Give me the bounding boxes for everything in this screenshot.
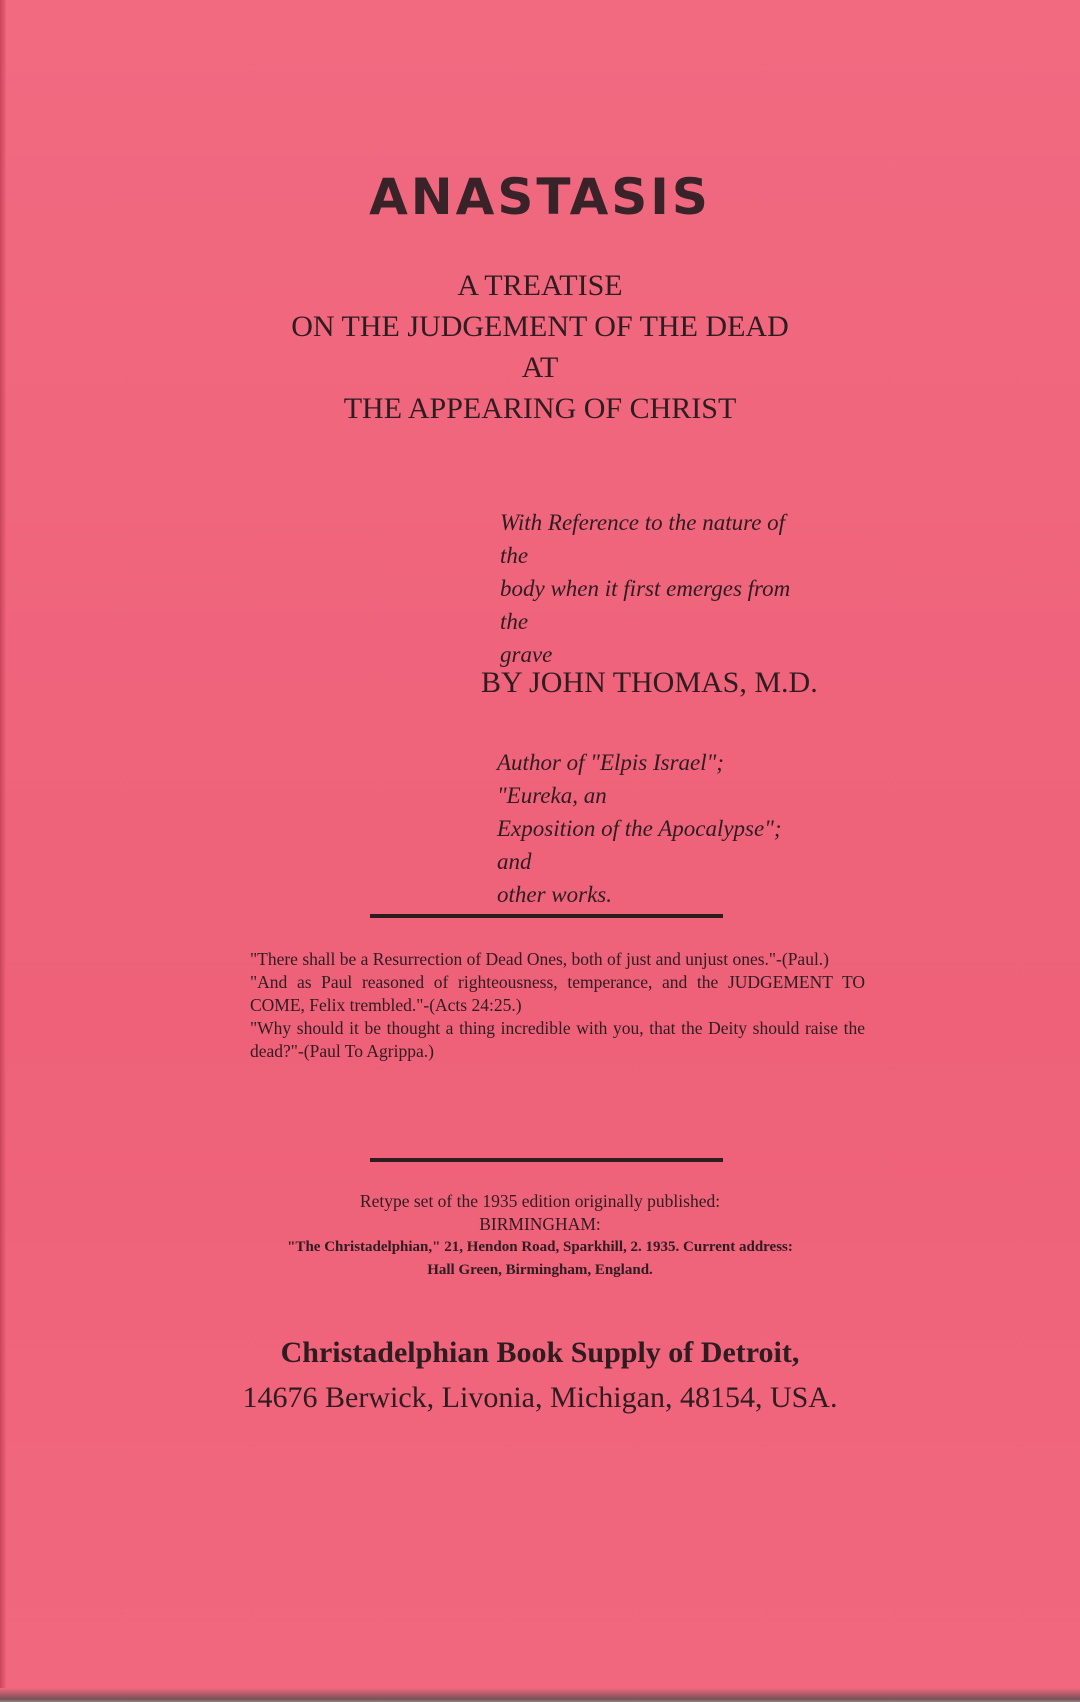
divider-rule <box>370 1158 723 1162</box>
edition-line: Hall Green, Birmingham, England. <box>427 1262 653 1278</box>
subtitle-line: AT <box>521 351 559 384</box>
publisher-block <box>0 1330 1080 1420</box>
reference-line: grave <box>500 642 553 667</box>
book-subtitle <box>0 265 1080 429</box>
reference-note <box>500 506 800 671</box>
author-name: BY JOHN THOMAS, M.D. <box>481 666 818 699</box>
subtitle-line: A TREATISE <box>457 269 623 302</box>
edition-note <box>0 1190 1080 1282</box>
reference-line: body when it first emerges from the <box>500 576 791 634</box>
author-works-line: Exposition of the Apocalypse"; and <box>497 816 782 874</box>
reference-line: With Reference to the nature of the <box>500 510 786 568</box>
author-works-line: Author of "Elpis Israel"; "Eureka, an <box>497 750 724 808</box>
subtitle-line: ON THE JUDGEMENT OF THE DEAD <box>291 310 789 343</box>
edition-line: Retype set of the 1935 edition originally published: <box>359 1191 721 1211</box>
publisher-address: 14676 Berwick, Livonia, Michigan, 48154, USA. <box>242 1381 838 1414</box>
book-title: ANASTASIS <box>369 168 711 226</box>
author-works-line: other works. <box>497 882 612 907</box>
epigraph-quotes <box>250 948 865 1063</box>
quote: "There shall be a Resurrection of Dead Ones, both of just and unjust ones."-(Paul.) <box>250 949 830 969</box>
author-works <box>497 746 787 911</box>
spine-edge <box>0 0 6 1702</box>
quote: "And as Paul reasoned of righteousness, temperance, and the JUDGEMENT TO COME, Felix trembled."-(Acts 24:25.) <box>250 972 865 1015</box>
edition-line: BIRMINGHAM: <box>479 1214 601 1234</box>
divider-rule <box>370 914 723 918</box>
edition-line: "The Christadelphian," 21, Hendon Road, Sparkhill, 2. 1935. Current address: <box>287 1239 793 1255</box>
subtitle-line: THE APPEARING OF CHRIST <box>343 392 737 425</box>
bottom-edge <box>0 1688 1080 1702</box>
quote: "Why should it be thought a thing incredible with you, that the Deity should raise the dead?"-(Paul To Agrippa.) <box>250 1018 865 1061</box>
publisher-name: Christadelphian Book Supply of Detroit, <box>280 1336 800 1369</box>
